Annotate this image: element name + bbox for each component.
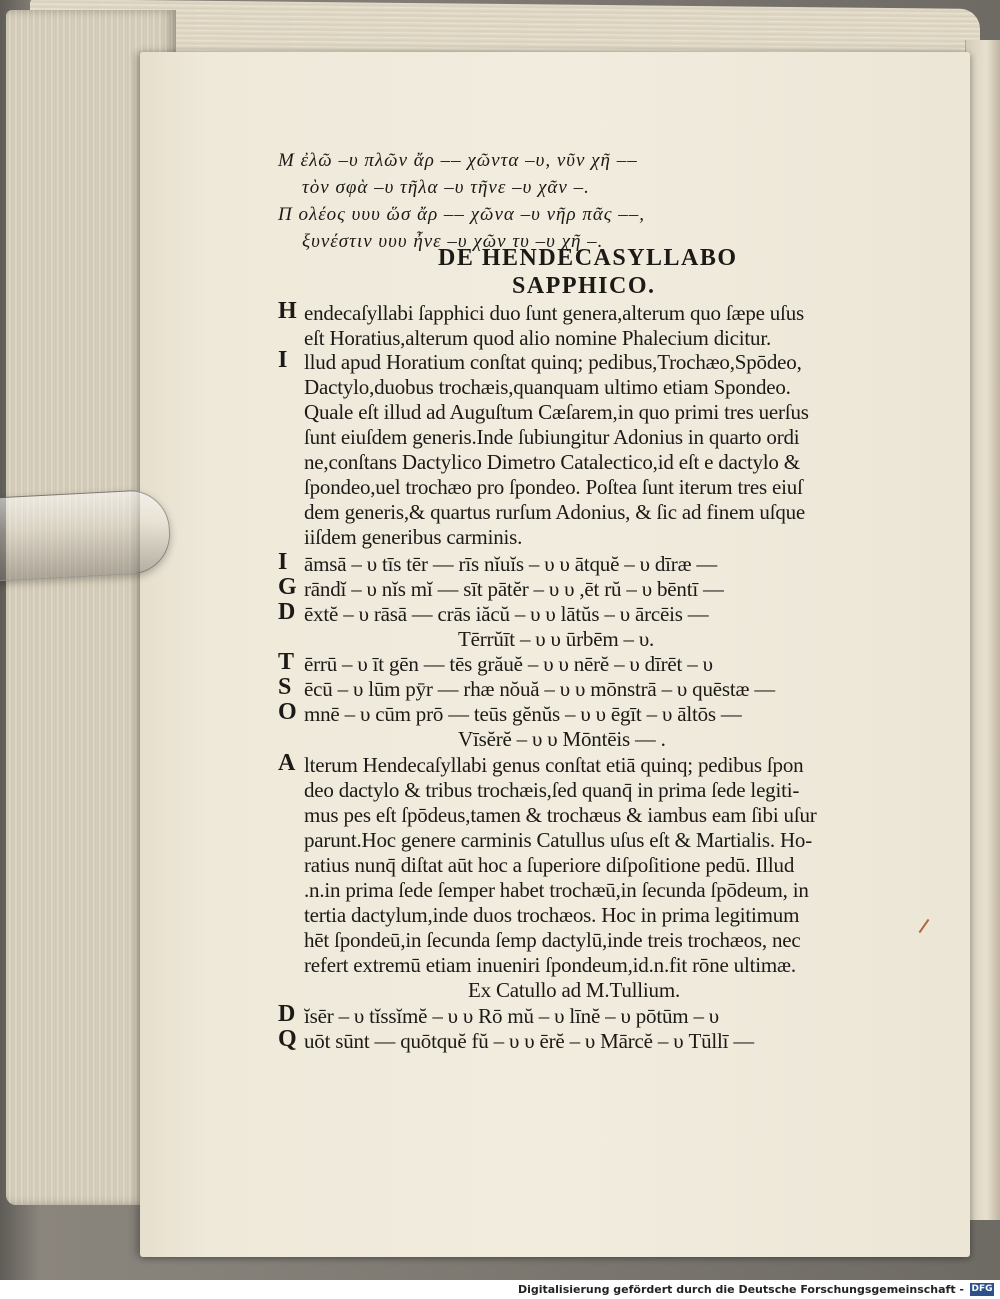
initial-letter: A bbox=[278, 750, 296, 776]
text-line: ſunt eiuſdem generis.Inde ſubiungitur Adonius in quarto ordi bbox=[304, 425, 800, 449]
footer-bar bbox=[0, 1280, 1000, 1299]
initial-letter: Q bbox=[278, 1026, 297, 1052]
text-line: parunt.Hoc genere carminis Catullus uſus eſt & Martialis. Ho- bbox=[304, 828, 813, 852]
text-line: ſpondeo,uel trochæo pro ſpondeo. Poſtea ſunt iterum tres eiuſ bbox=[304, 475, 803, 499]
subheading: Ex Catullo ad M.Tullium. bbox=[468, 978, 681, 1002]
initial-letter: I bbox=[278, 347, 288, 373]
text-line: .n.in prima ſede ſemper habet trochæū,in ſecunda ſpōdeum, in bbox=[304, 878, 809, 902]
section-subheading: SAPPHICO. bbox=[512, 273, 656, 299]
section-heading: DE HENDECASYLLABO bbox=[438, 245, 738, 271]
text-line: dem generis,& quartus rurſum Adonius, & ſic ad finem uſque bbox=[304, 500, 806, 524]
text-line: refert extremū etiam inueniri ſpondeum,id.n.fit rōne ultimæ. bbox=[304, 953, 796, 977]
text-line: deo dactylo & tribus trochæis,ſed quanq̄ in prima ſede legiti- bbox=[304, 778, 800, 802]
scansion-line: mnē – υ cūm prō –– teūs gĕnŭs – υ υ ēgīt – υ āltōs –– bbox=[304, 702, 742, 726]
initial-letter: S bbox=[278, 674, 292, 700]
initial-letter: D bbox=[278, 599, 296, 625]
glass-weight-bar bbox=[0, 488, 172, 581]
text-line: ne,conſtans Dactylico Dimetro Catalectico,id eſt e dactylo & bbox=[304, 450, 800, 474]
scansion-line: ēcū – υ lūm pȳr –– rhæ nŏuă – υ υ mōnstrā – υ quēstæ –– bbox=[304, 677, 775, 701]
text-line: lterum Hendecaſyllabi genus conſtat etiā quinq; pedibus ſpon bbox=[304, 753, 804, 777]
greek-line: ξυνέστιν υυυ ἦνε –υ χῶν τυ –υ χῆ –. bbox=[302, 231, 604, 252]
scansion-line: ērrū – υ īt gēn –– tēs grăuĕ – υ υ nērĕ – υ dīrēt – υ bbox=[304, 652, 713, 676]
scansion-line: rāndĭ – υ nĭs mĭ –– sīt pātĕr – υ υ ,ēt rŭ – υ bēntī –– bbox=[304, 577, 724, 601]
initial-letter: O bbox=[278, 699, 297, 725]
initial-letter: G bbox=[278, 574, 297, 600]
dfg-logo: DFG bbox=[971, 1284, 993, 1294]
scansion-line: āmsā – υ tīs tēr –– rīs nĭuĭs – υ υ ātquĕ – υ dīræ –– bbox=[304, 552, 718, 576]
greek-line: Μ ἐλῶ –υ πλῶν ἄρ –– χῶντα –υ, νῦν χῆ –– bbox=[278, 150, 638, 171]
greek-line: τὸν σφὰ –υ τῆλα –υ τῆνε –υ χᾶν –. bbox=[302, 177, 590, 198]
initial-letter: T bbox=[278, 649, 295, 675]
text-line: hēt ſpondeū,in ſecunda ſemp dactylū,inde treis trochæos, nec bbox=[304, 928, 801, 952]
initial-letter: H bbox=[278, 298, 297, 324]
footer-credit: Digitalisierung gefördert durch die Deutsche Forschungsgemeinschaft - bbox=[517, 1283, 964, 1296]
text-line: tertia dactylum,inde duos trochæos. Hoc in prima legitimum bbox=[304, 903, 800, 927]
scansion-line: ēxtĕ – υ rāsā –– crās iăcŭ – υ υ lātŭs – υ ārcēis –– bbox=[304, 602, 709, 626]
text-line: ratius nunq̄ diſtat aūt hoc a ſuperiore diſpoſitione pedū. Illud bbox=[304, 853, 795, 877]
text-line: eſt Horatius,alterum quod alio nomine Phalecium dicitur. bbox=[304, 326, 772, 350]
text-line: llud apud Horatium conſtat quinq; pedibus,Trochæo,Spōdeo, bbox=[304, 350, 802, 374]
text-line: Dactylo,duobus trochæis,quanquam ultimo etiam Spondeo. bbox=[304, 375, 791, 399]
scansion-line: uōt sūnt –– quōtquĕ fŭ – υ υ ērĕ – υ Mārcĕ – υ Tūllī –– bbox=[304, 1029, 754, 1053]
scansion-line: Vīsĕrĕ – υ υ Mōntēis –– . bbox=[458, 727, 666, 751]
greek-line: Π ολέος υυυ ὥσ ἄρ –– χῶνα –υ νῆρ πᾶς ––, bbox=[278, 204, 646, 225]
text-line: Quale eſt illud ad Auguſtum Cæſarem,in quo primi tres uerſus bbox=[304, 400, 809, 424]
scansion-line: Tērrŭīt – υ υ ūrbēm – υ. bbox=[458, 627, 655, 651]
text-line: iiſdem generibus carminis. bbox=[304, 525, 523, 549]
initial-letter: D bbox=[278, 1001, 296, 1027]
scansion-line: ĭsēr – υ tĭssĭmĕ – υ υ Rō mŭ – υ līnĕ – υ pōtūm – υ bbox=[304, 1004, 720, 1028]
text-line: endecaſyllabi ſapphici duo ſunt genera,alterum quo ſæpe uſus bbox=[304, 301, 805, 325]
text-line: mus pes eſt ſpōdeus,tamen & trochæus & iambus eam ſibi uſur bbox=[304, 803, 817, 827]
book-right-edge bbox=[965, 40, 1000, 1220]
initial-letter: I bbox=[278, 549, 288, 575]
